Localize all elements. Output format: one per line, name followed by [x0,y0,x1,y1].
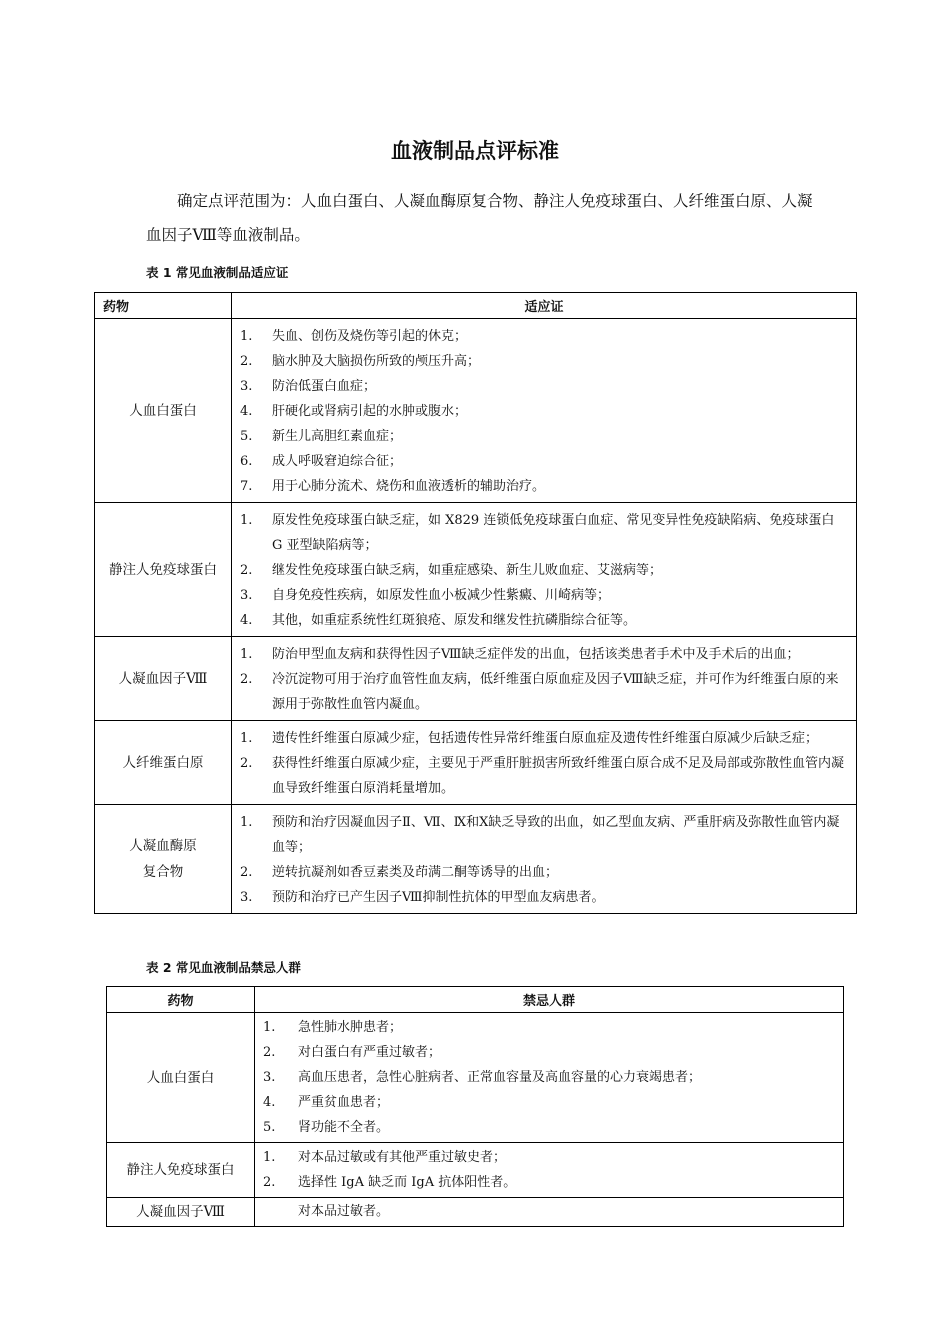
list-item: 4. 其他，如重症系统性红斑狼疮、原发和继发性抗磷脂综合征等。 [240,613,637,628]
list-item: 2. 对白蛋白有严重过敏者； [263,1045,442,1060]
table1-caption: 表 1 常见血液制品适应证 [146,265,289,280]
list-item: 7. 用于心肺分流术、烧伤和血液透析的辅助治疗。 [240,479,546,494]
indication-cell [232,721,857,805]
list-item: 3. 自身免疫性疾病，如原发性血小板减少性紫癜、川崎病等； [240,588,611,603]
drug-name: 人凝血因子Ⅷ [95,637,232,721]
table-row [95,503,857,637]
drug-name: 静注人免疫球蛋白 [107,1143,255,1198]
table-header-row [107,987,844,1013]
column-header-contraindication: 禁忌人群 [255,987,844,1013]
indication-cell [232,637,857,721]
page-title: 血液制品点评标准 [391,139,559,163]
table-row [95,721,857,805]
table-row [95,319,857,503]
list-item: 3. 防治低蛋白血症； [240,379,377,394]
table-row [107,1013,844,1143]
indication-cell [232,319,857,503]
column-header-drug: 药物 [107,987,255,1013]
list-item: 3. 高血压患者，急性心脏病者、正常血容量及高血容量的心力衰竭患者； [263,1070,702,1085]
contraindication-cell: 对本品过敏者。 [255,1198,844,1227]
list-item: 1. 遗传性纤维蛋白原减少症，包括遗传性异常纤维蛋白原血症及遗传性纤维蛋白原减少后缺乏症； [240,731,819,746]
list-item: 2. 继发性免疫球蛋白缺乏病，如重症感染、新生儿败血症、艾滋病等； [240,563,663,578]
list-item: 1. 原发性免疫球蛋白缺乏症，如 X829 连锁低免疫球蛋白血症、常见变异性免疫缺陷病、免疫球蛋白 G 亚型缺陷病等； [240,513,835,553]
table-row [107,1143,844,1198]
list-item: 5. 肾功能不全者。 [263,1120,390,1135]
list-item: 4. 严重贫血患者； [263,1095,390,1110]
intro-paragraph: 确定点评范围为：人血白蛋白、人凝血酶原复合物、静注人免疫球蛋白、人纤维蛋白原、人凝血因子Ⅷ等血液制品。 [146,192,813,244]
list-item: 1. 预防和治疗因凝血因子Ⅱ、Ⅶ、Ⅸ和Ⅹ缺乏导致的出血，如乙型血友病、严重肝病及弥散性血管内凝血等； [240,815,840,855]
list-item: 2. 逆转抗凝剂如香豆素类及茚满二酮等诱导的出血； [240,865,559,880]
list-item: 3. 预防和治疗已产生因子Ⅷ抑制性抗体的甲型血友病患者。 [240,890,605,905]
drug-name: 人凝血因子Ⅷ [107,1198,255,1227]
contraindication-cell [255,1013,844,1143]
table2-caption: 表 2 常见血液制品禁忌人群 [146,960,301,975]
table-row [107,1198,844,1227]
drug-name [95,805,232,914]
list-item: 2. 选择性 IgA 缺乏而 IgA 抗体阳性者。 [263,1175,517,1190]
drug-name: 人血白蛋白 [95,319,232,503]
contraindications-table [106,986,844,1227]
indications-table [94,292,857,914]
list-item: 6. 成人呼吸窘迫综合征； [240,454,403,469]
drug-name: 静注人免疫球蛋白 [95,503,232,637]
table-row [95,637,857,721]
drug-name-line: 复合物 [142,864,184,880]
column-header-drug: 药物 [95,293,232,319]
drug-name-line: 人凝血酶原 [129,838,197,854]
drug-name: 人血白蛋白 [107,1013,255,1143]
list-item: 2. 获得性纤维蛋白原减少症，主要见于严重肝脏损害所致纤维蛋白原合成不足及局部或弥散性血管内凝血导致纤维蛋白原消耗量增加。 [240,756,845,796]
indication-cell [232,805,857,914]
list-item: 2. 冷沉淀物可用于治疗血管性血友病，低纤维蛋白原血症及因子Ⅷ缺乏症，并可作为纤维蛋白原的来源用于弥散性血管内凝血。 [240,672,839,712]
list-item: 1. 失血、创伤及烧伤等引起的休克； [240,329,468,344]
table-header-row [95,293,857,319]
drug-name: 人纤维蛋白原 [95,721,232,805]
list-item: 4. 肝硬化或肾病引起的水肿或腹水； [240,404,468,419]
list-item: 1. 急性肺水肿患者； [263,1020,403,1035]
list-item: 5. 新生儿高胆红素血症； [240,429,403,444]
list-item: 2. 脑水肿及大脑损伤所致的颅压升高； [240,354,481,369]
column-header-indication: 适应证 [232,293,857,319]
contraindication-cell [255,1143,844,1198]
table-row [95,805,857,914]
list-item: 1. 对本品过敏或有其他严重过敏史者； [263,1150,507,1165]
list-item: 1. 防治甲型血友病和获得性因子Ⅷ缺乏症伴发的出血，包括该类患者手术中及手术后的出血； [240,647,800,662]
indication-cell [232,503,857,637]
